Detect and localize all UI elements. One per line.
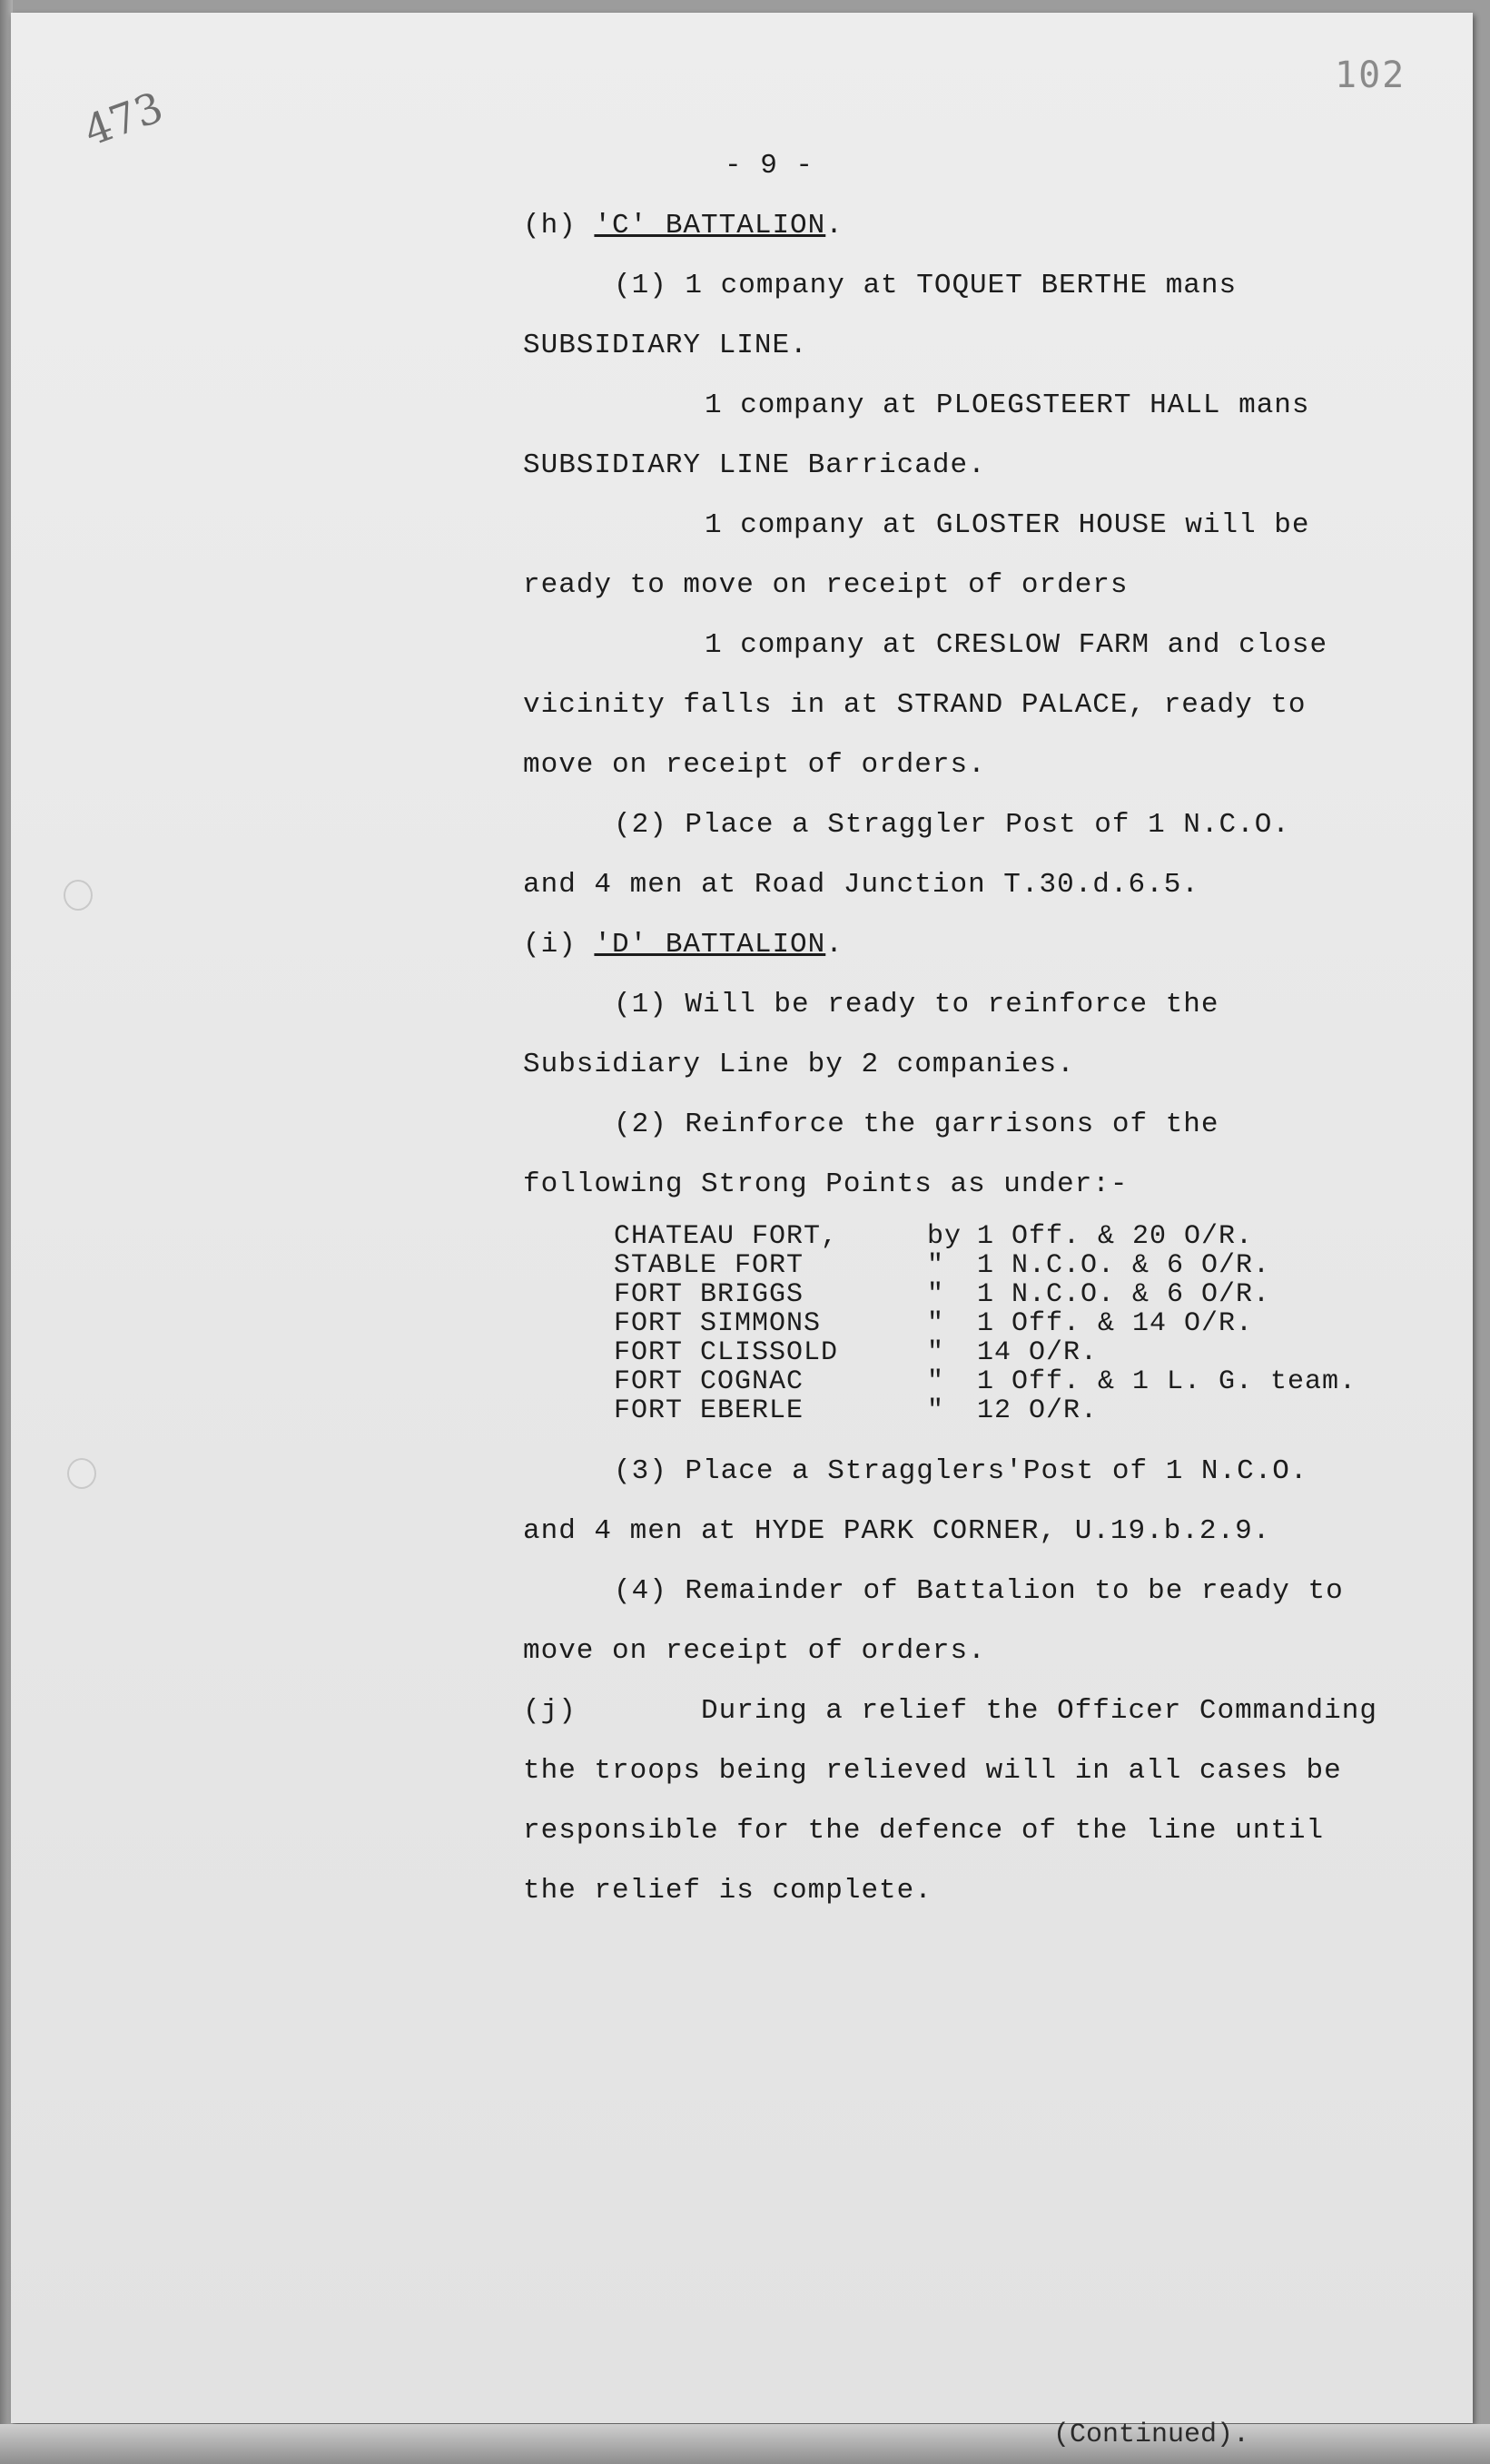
ditto-mark: " bbox=[927, 1279, 945, 1310]
continued-note: (Continued). bbox=[1053, 2420, 1250, 2450]
table-row bbox=[614, 1396, 1413, 1425]
text-line: 1 company at GLOSTER HOUSE will be bbox=[705, 509, 1310, 541]
strong-point-name: FORT BRIGGS bbox=[614, 1279, 804, 1310]
strong-point-name: FORT EBERLE bbox=[614, 1395, 804, 1426]
punch-hole bbox=[64, 880, 93, 911]
handwritten-folio-number: 473 bbox=[77, 82, 170, 156]
garrison-strength: 14 O/R. bbox=[977, 1337, 1099, 1368]
punch-hole bbox=[67, 1458, 96, 1489]
table-row bbox=[614, 1367, 1413, 1396]
ditto-mark: " bbox=[927, 1337, 945, 1368]
text-line: ready to move on receipt of orders bbox=[523, 569, 1129, 601]
section-title: 'C' BATTALION bbox=[594, 210, 826, 241]
garrison-strength: 1 Off. & 14 O/R. bbox=[977, 1308, 1254, 1339]
strong-point-name: FORT COGNAC bbox=[614, 1366, 804, 1397]
page-number: - 9 - bbox=[725, 150, 814, 182]
section-heading-d-battalion: (i) 'D' BATTALION. bbox=[523, 929, 844, 961]
text-line: following Strong Points as under:- bbox=[523, 1168, 1129, 1200]
ditto-mark: " bbox=[927, 1395, 945, 1426]
strong-point-name: FORT SIMMONS bbox=[614, 1308, 822, 1339]
section-heading-c-battalion: (h) 'C' BATTALION. bbox=[523, 210, 844, 241]
text-line: (2) Place a Straggler Post of 1 N.C.O. bbox=[614, 809, 1290, 841]
text-line: and 4 men at HYDE PARK CORNER, U.19.b.2.9. bbox=[523, 1515, 1271, 1547]
text-line: (1) 1 company at TOQUET BERTHE mans bbox=[614, 270, 1238, 301]
document-body bbox=[523, 136, 1413, 1921]
ditto-mark: " bbox=[927, 1250, 945, 1281]
garrison-strength: 1 Off. & 20 O/R. bbox=[977, 1221, 1254, 1252]
garrison-strength: 12 O/R. bbox=[977, 1395, 1099, 1426]
text-line: move on receipt of orders. bbox=[523, 1635, 986, 1667]
text-line: move on receipt of orders. bbox=[523, 749, 986, 781]
table-row bbox=[614, 1251, 1413, 1280]
text-line: SUBSIDIARY LINE Barricade. bbox=[523, 449, 986, 481]
strong-point-name: FORT CLISSOLD bbox=[614, 1337, 839, 1368]
text-line: responsible for the defence of the line until bbox=[523, 1815, 1325, 1847]
section-label: (h) bbox=[523, 210, 577, 241]
stamped-folio-number: 102 bbox=[1335, 54, 1406, 96]
text-line: 1 company at PLOEGSTEERT HALL mans bbox=[705, 389, 1310, 421]
table-row bbox=[614, 1309, 1413, 1338]
garrison-strength: 1 N.C.O. & 6 O/R. bbox=[977, 1250, 1271, 1281]
section-title: 'D' BATTALION bbox=[594, 929, 826, 961]
table-row bbox=[614, 1338, 1413, 1367]
strong-points-table bbox=[614, 1222, 1413, 1425]
garrison-strength: 1 N.C.O. & 6 O/R. bbox=[977, 1279, 1271, 1310]
ditto-mark: by bbox=[927, 1221, 962, 1252]
text-line: (1) Will be ready to reinforce the bbox=[614, 989, 1219, 1020]
text-line: (3) Place a Stragglers'Post of 1 N.C.O. bbox=[614, 1455, 1308, 1487]
section-j-first-line: (j) During a relief the Officer Commanding bbox=[523, 1695, 1377, 1727]
text-line: Subsidiary Line by 2 companies. bbox=[523, 1049, 1075, 1080]
text-line: SUBSIDIARY LINE. bbox=[523, 330, 808, 361]
text-line: (4) Remainder of Battalion to be ready to bbox=[614, 1575, 1344, 1607]
text-line: (2) Reinforce the garrisons of the bbox=[614, 1109, 1219, 1140]
ditto-mark: " bbox=[927, 1366, 945, 1397]
ditto-mark: " bbox=[927, 1308, 945, 1339]
text-line: 1 company at CRESLOW FARM and close bbox=[705, 629, 1328, 661]
text-line: vicinity falls in at STRAND PALACE, ready to bbox=[523, 689, 1307, 721]
text-line: the relief is complete. bbox=[523, 1875, 932, 1907]
strong-point-name: CHATEAU FORT, bbox=[614, 1221, 839, 1252]
table-row bbox=[614, 1280, 1413, 1309]
table-row bbox=[614, 1222, 1413, 1251]
garrison-strength: 1 Off. & 1 L. G. team. bbox=[977, 1366, 1357, 1397]
text-line: and 4 men at Road Junction T.30.d.6.5. bbox=[523, 869, 1199, 901]
next-page-edge bbox=[0, 2424, 1490, 2464]
strong-point-name: STABLE FORT bbox=[614, 1250, 804, 1281]
section-label: (i) bbox=[523, 929, 577, 961]
text-line: the troops being relieved will in all cases be bbox=[523, 1755, 1342, 1787]
